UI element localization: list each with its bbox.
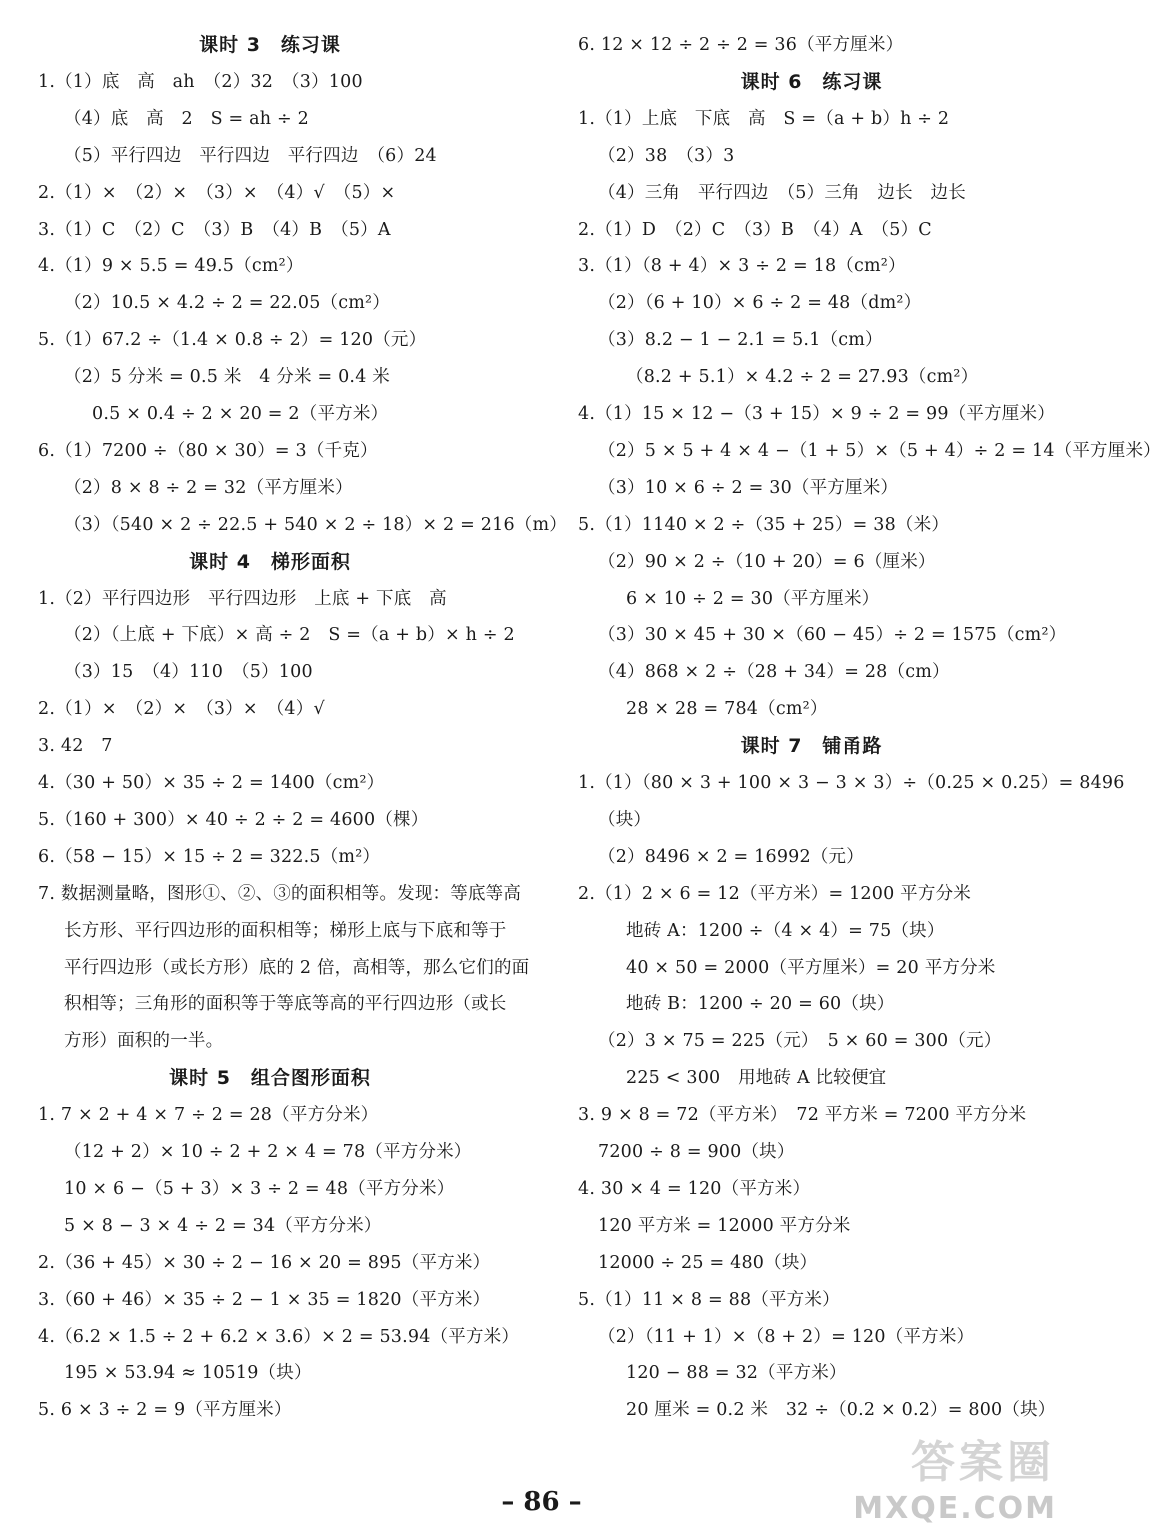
answer-line: 2.（1）2 × 6 = 12（平方米）= 1200 平方分米 — [578, 883, 971, 904]
answer-line: （3）10 × 6 ÷ 2 = 30（平方厘米） — [598, 477, 899, 498]
answer-line: （5）平行四边 平行四边 平行四边 （6）24 — [64, 145, 437, 166]
section-heading: 课时 4 梯形面积 — [189, 550, 351, 573]
answer-line: （2）5 × 5 + 4 × 4 −（1 + 5）×（5 + 4）÷ 2 = 14（平方厘米） — [598, 440, 1161, 461]
answer-line: 225 < 300 用地砖 A 比较便宜 — [626, 1068, 887, 1089]
answer-line: 4.（1）9 × 5.5 = 49.5（cm²） — [38, 256, 304, 277]
answer-line: （12 + 2）× 10 ÷ 2 + 2 × 4 = 78（平方分米） — [64, 1142, 472, 1162]
watermark-logo: 答案圈 — [911, 1437, 1055, 1488]
answer-line: 5. 6 × 3 ÷ 2 = 9（平方厘米） — [38, 1400, 292, 1421]
answer-line: （8.2 + 5.1）× 4.2 ÷ 2 = 27.93（cm²） — [626, 367, 979, 388]
answer-line: （2）90 × 2 ÷（10 + 20）= 6（厘米） — [598, 551, 936, 572]
answer-line: 4.（1）15 × 12 −（3 + 15）× 9 ÷ 2 = 99（平方厘米） — [578, 404, 1055, 424]
answer-line: 6.（1）7200 ÷（80 × 30）= 3（千克） — [38, 440, 378, 461]
answer-line: 4.（30 + 50）× 35 ÷ 2 = 1400（cm²） — [38, 773, 385, 793]
answer-line: 10 × 6 −（5 + 3）× 3 ÷ 2 = 48（平方分米） — [64, 1178, 455, 1199]
answer-line: 4. 30 × 4 = 120（平方米） — [578, 1178, 811, 1199]
answer-line: 3.（60 + 46）× 35 ÷ 2 − 1 × 35 = 1820（平方米） — [38, 1289, 491, 1310]
answer-line: 5.（1）1140 × 2 ÷（35 + 25）= 38（米） — [578, 514, 950, 535]
watermark-text: MXQE.COM — [853, 1491, 1057, 1526]
answer-line: 0.5 × 0.4 ÷ 2 × 20 = 2（平方米） — [92, 404, 389, 424]
answer-line: （3）30 × 45 + 30 ×（60 − 45）÷ 2 = 1575（cm²） — [598, 625, 1067, 646]
section-heading: 课时 7 铺甬路 — [740, 735, 883, 758]
answer-line: （2）38 （3）3 — [598, 145, 735, 166]
answer-line: 5 × 8 − 3 × 4 ÷ 2 = 34（平方分米） — [64, 1215, 382, 1236]
answer-line: 195 × 53.94 ≈ 10519（块） — [64, 1363, 312, 1384]
answer-line: （2）8496 × 2 = 16992（元） — [598, 846, 864, 867]
answer-line: 120 平方米 = 12000 平方分米 — [598, 1215, 851, 1236]
section-heading: 课时 6 练习课 — [740, 70, 883, 93]
answer-line: 1. 7 × 2 + 4 × 7 ÷ 2 = 28（平方分米） — [38, 1105, 379, 1126]
answer-line: 平行四边形（或长方形）底的 2 倍，高相等，那么它们的面 — [64, 957, 530, 978]
answer-line: （3）（540 × 2 ÷ 22.5 + 540 × 2 ÷ 18）× 2 = 216（m） — [64, 514, 567, 535]
answer-line: 6. 12 × 12 ÷ 2 ÷ 2 = 36（平方厘米） — [578, 35, 904, 55]
answer-line: 20 厘米 = 0.2 米 32 ÷（0.2 × 0.2）= 800（块） — [626, 1400, 1056, 1421]
answer-line: 5.（1）67.2 ÷（1.4 × 0.8 ÷ 2）= 120（元） — [38, 330, 427, 351]
answer-line: 6.（58 − 15）× 15 ÷ 2 = 322.5（m²） — [38, 846, 381, 867]
answer-line: 地砖 B：1200 ÷ 20 = 60（块） — [626, 994, 895, 1015]
answer-line: （2）5 分米 = 0.5 米 4 分米 = 0.4 米 — [64, 367, 390, 388]
watermark — [853, 1437, 1075, 1532]
answer-line: （块） — [598, 809, 652, 830]
answer-line: 5.（1）11 × 8 = 88（平方米） — [578, 1289, 840, 1310]
answer-line: 3.（1）C （2）C （3）B （4）B （5）A — [38, 219, 391, 240]
page-number: – 86 – — [501, 1487, 582, 1517]
answer-line: （4）868 × 2 ÷（28 + 34）= 28（cm） — [598, 662, 950, 683]
answer-line: 12000 ÷ 25 = 480（块） — [598, 1252, 818, 1273]
answer-line: （4）三角 平行四边 （5）三角 边长 边长 — [598, 182, 966, 203]
answer-line: 1.（1）（80 × 3 + 100 × 3 − 3 × 3）÷（0.25 × 0.25）= 8496 — [578, 773, 1125, 793]
section-heading: 课时 3 练习课 — [199, 34, 341, 56]
answer-line: 120 − 88 = 32（平方米） — [626, 1363, 847, 1384]
answer-line: 6 × 10 ÷ 2 = 30（平方厘米） — [626, 588, 880, 609]
answer-line: 地砖 A：1200 ÷（4 × 4）= 75（块） — [626, 920, 945, 941]
answer-line: 1.（1）上底 下底 高 S =（a + b）h ÷ 2 — [578, 108, 950, 129]
answer-line: （3）8.2 − 1 − 2.1 = 5.1（cm） — [598, 330, 883, 351]
answer-line: 积相等；三角形的面积等于等底等高的平行四边形（或长 — [64, 994, 507, 1015]
answer-line: 2.（36 + 45）× 30 ÷ 2 − 16 × 20 = 895（平方米） — [38, 1252, 491, 1273]
answer-line: 长方形、平行四边形的面积相等；梯形上底与下底和等于 — [64, 920, 507, 941]
answer-line: 3. 42 7 — [38, 736, 113, 757]
answer-line: （2）（6 + 10）× 6 ÷ 2 = 48（dm²） — [598, 293, 922, 314]
answer-line: （2）8 × 8 ÷ 2 = 32（平方厘米） — [64, 477, 353, 498]
answer-line: （2）10.5 × 4.2 ÷ 2 = 22.05（cm²） — [64, 293, 390, 314]
answer-line: 7200 ÷ 8 = 900（块） — [598, 1142, 795, 1162]
answer-line: 4.（6.2 × 1.5 ÷ 2 + 6.2 × 3.6）× 2 = 53.94（平方米） — [38, 1326, 520, 1347]
answer-line: （3）15 （4）110 （5）100 — [64, 662, 313, 683]
answer-line: （4）底 高 2 S = ah ÷ 2 — [64, 108, 309, 129]
answer-line: 方形）面积的一半。 — [64, 1031, 224, 1052]
answer-line: 2.（1）× （2）× （3）× （4）√ — [38, 699, 325, 720]
answer-line: （2）3 × 75 = 225（元） 5 × 60 = 300（元） — [598, 1031, 1002, 1052]
answer-line: 1.（1）底 高 ah （2）32 （3）100 — [38, 71, 363, 92]
answer-line: 7. 数据测量略，图形①、②、③的面积相等。发现：等底等高 — [38, 883, 522, 904]
answer-line: （2）（上底 + 下底）× 高 ÷ 2 S =（a + b）× h ÷ 2 — [64, 625, 515, 646]
answer-line: 2.（1）D （2）C （3）B （4）A （5）C — [578, 219, 932, 240]
answer-line: （2）（11 + 1）×（8 + 2）= 120（平方米） — [598, 1326, 975, 1347]
section-heading: 课时 5 组合图形面积 — [169, 1067, 371, 1090]
answer-line: 1.（2）平行四边形 平行四边形 上底 + 下底 高 — [38, 588, 447, 609]
answer-line: 5.（160 + 300）× 40 ÷ 2 ÷ 2 = 4600（棵） — [38, 809, 429, 830]
answer-line: 3.（1）（8 + 4）× 3 ÷ 2 = 18（cm²） — [578, 256, 906, 277]
answer-line: 2.（1）× （2）× （3）× （4）√ （5）× — [38, 182, 396, 203]
answer-line: 40 × 50 = 2000（平方厘米）= 20 平方分米 — [626, 957, 996, 978]
answer-line: 3. 9 × 8 = 72（平方米） 72 平方米 = 7200 平方分米 — [578, 1105, 1027, 1126]
answer-line: 28 × 28 = 784（cm²） — [626, 699, 828, 720]
